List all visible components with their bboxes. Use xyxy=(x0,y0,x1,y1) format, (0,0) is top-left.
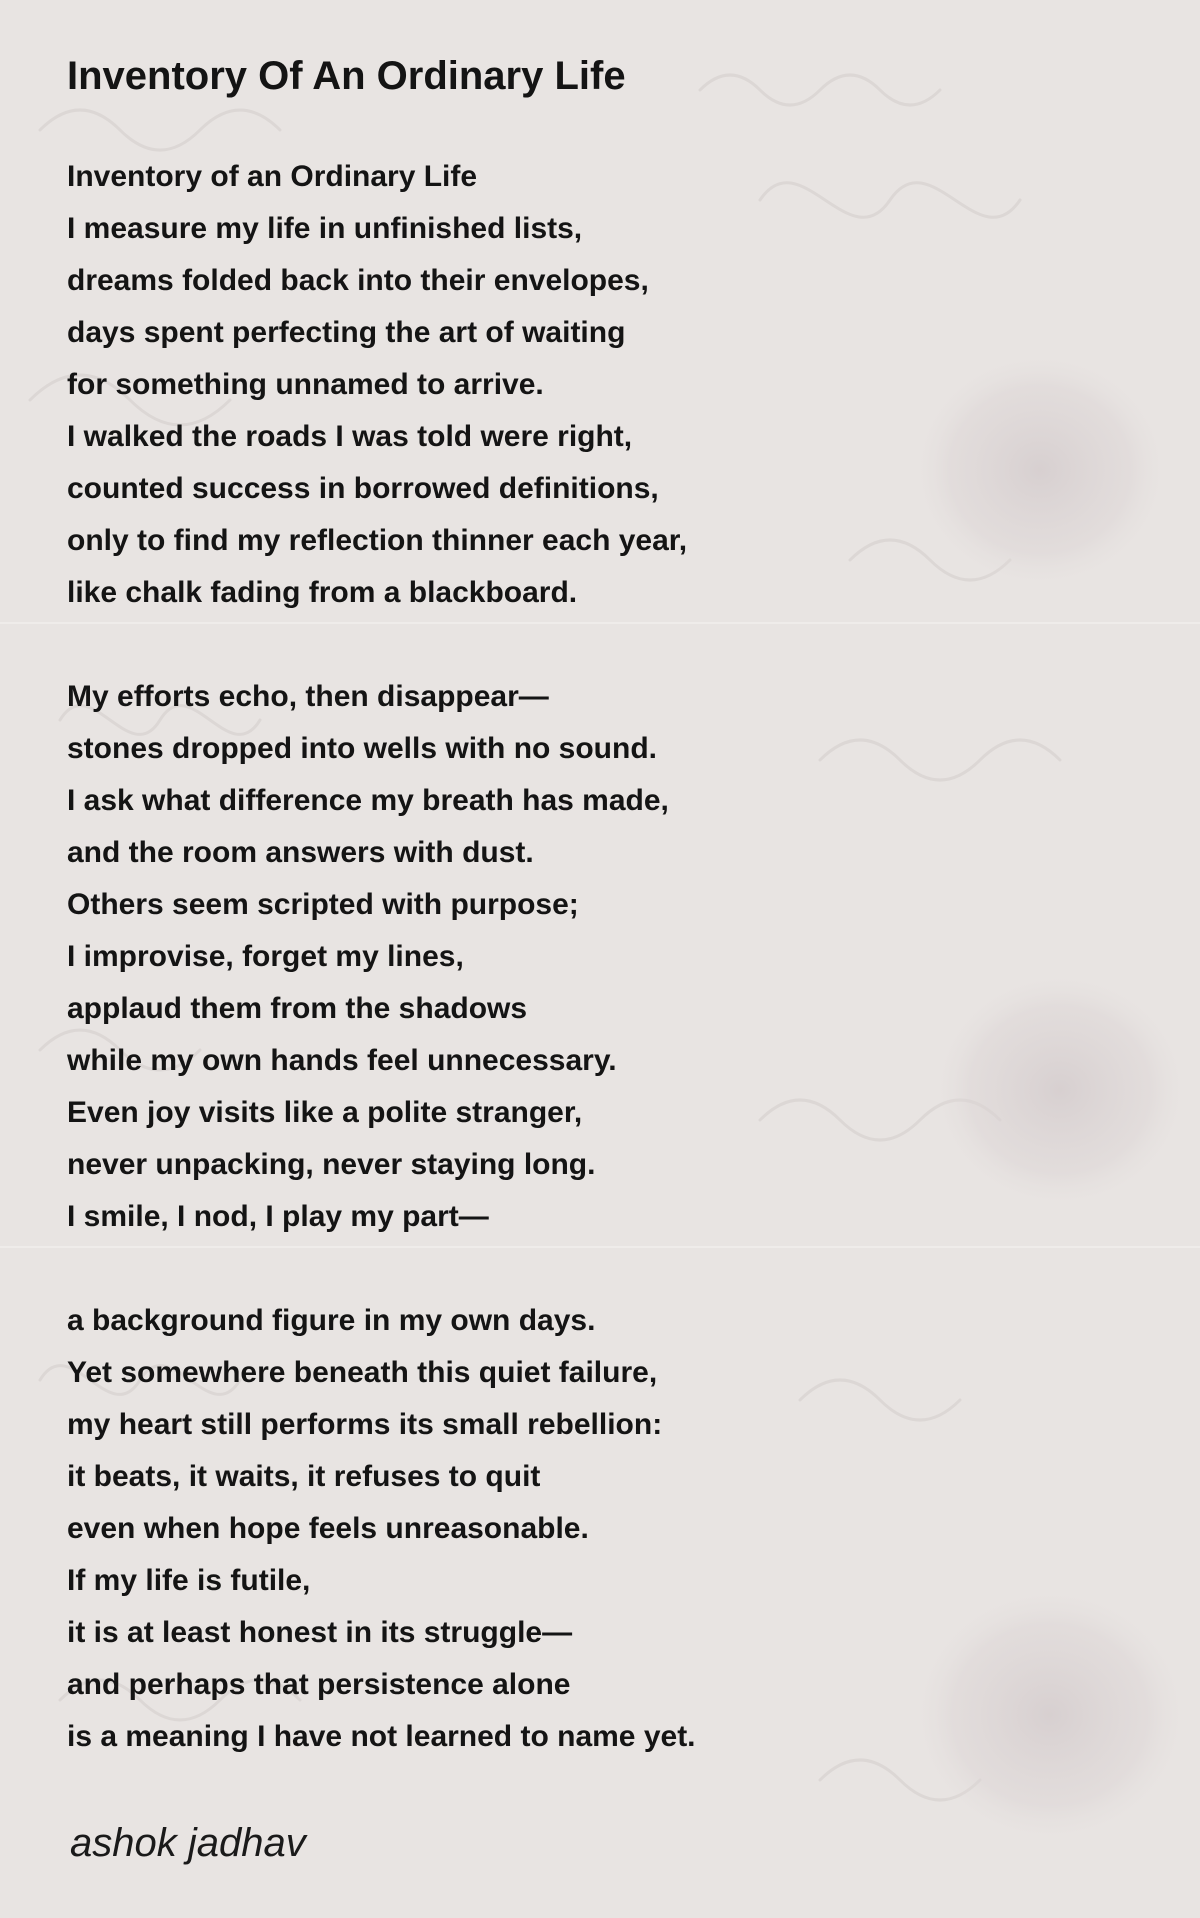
poem-line: applaud them from the shadows xyxy=(67,992,528,1025)
poem-line: while my own hands feel unnecessary. xyxy=(67,1044,617,1077)
author-signature: ashok jadhav xyxy=(70,1821,306,1865)
poem-line: it is at least honest in its struggle— xyxy=(67,1616,573,1649)
poem-line: Yet somewhere beneath this quiet failure, xyxy=(67,1356,658,1389)
poem-line: is a meaning I have not learned to name yet. xyxy=(67,1720,696,1753)
poem-line: dreams folded back into their envelopes, xyxy=(67,264,649,297)
poem-line: I smile, I nod, I play my part— xyxy=(67,1200,489,1233)
poem-line: I improvise, forget my lines, xyxy=(67,940,464,973)
poem-line: I measure my life in unfinished lists, xyxy=(67,212,583,245)
poem-line: never unpacking, never staying long. xyxy=(67,1148,596,1181)
poem-line: Inventory of an Ordinary Life xyxy=(67,160,478,193)
poem-line: a background figure in my own days. xyxy=(67,1304,596,1337)
poem-line: Others seem scripted with purpose; xyxy=(67,888,579,921)
poem-line: only to find my reflection thinner each year, xyxy=(67,524,688,557)
stanza-1 xyxy=(67,151,1127,619)
poem-line: stones dropped into wells with no sound. xyxy=(67,732,657,765)
poem-line: like chalk fading from a blackboard. xyxy=(67,576,578,609)
poem-line: and the room answers with dust. xyxy=(67,836,534,869)
stanza-2 xyxy=(67,671,1127,1243)
poem-line: counted success in borrowed definitions, xyxy=(67,472,659,505)
stanza-break xyxy=(67,619,1127,671)
poem-line: for something unnamed to arrive. xyxy=(67,368,544,401)
poem-line: Even joy visits like a polite stranger, xyxy=(67,1096,583,1129)
poem-line: days spent perfecting the art of waiting xyxy=(67,316,626,349)
poem-title: Inventory Of An Ordinary Life xyxy=(67,54,626,98)
poem-line: even when hope feels unreasonable. xyxy=(67,1512,589,1545)
stanza-break xyxy=(67,1243,1127,1295)
poem-body xyxy=(67,151,1127,1763)
poem-line: My efforts echo, then disappear— xyxy=(67,680,549,713)
stanza-3 xyxy=(67,1295,1127,1763)
poem-line: I ask what difference my breath has made, xyxy=(67,784,669,817)
poem-line: and perhaps that persistence alone xyxy=(67,1668,571,1701)
poem-line: my heart still performs its small rebellion: xyxy=(67,1408,663,1441)
poem-line: If my life is futile, xyxy=(67,1564,311,1597)
poem-line: it beats, it waits, it refuses to quit xyxy=(67,1460,541,1493)
poem-line: I walked the roads I was told were right, xyxy=(67,420,633,453)
